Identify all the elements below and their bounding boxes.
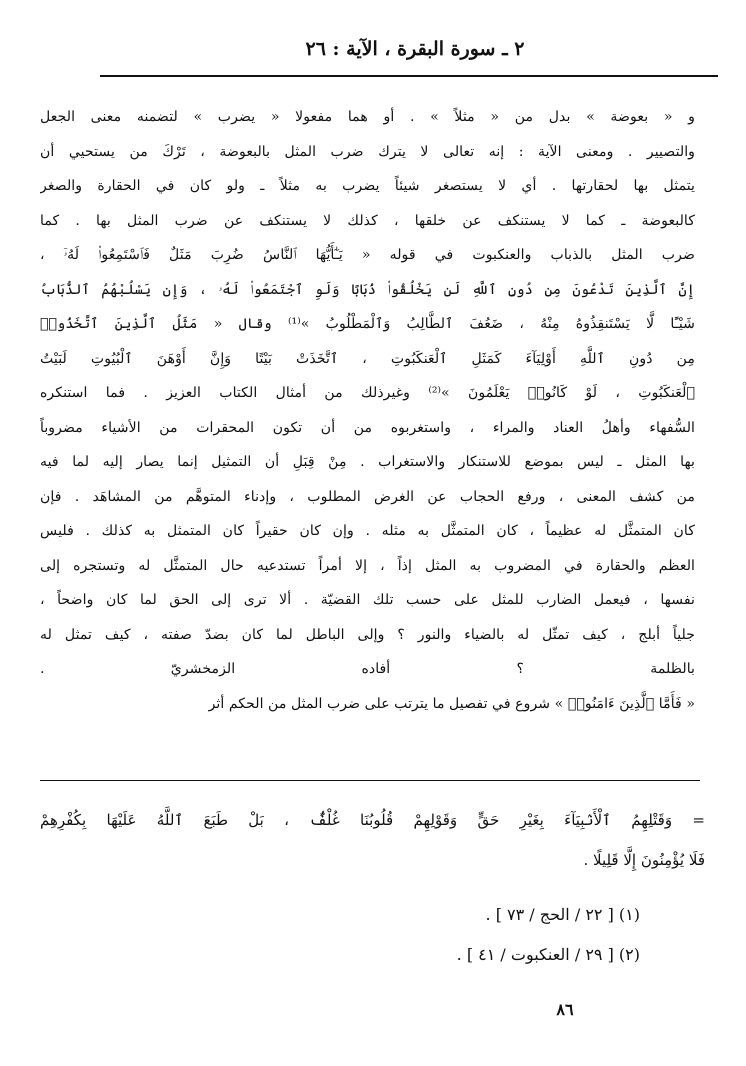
- text-line: بها المثل ـ ليس بموضع للاستنكار والاستغراب . مِنْ قِبَلِ أن التمثيل إنما يصار إليه لما فيه: [40, 454, 695, 470]
- running-header: ٢ ـ سورة البقرة ، الآية : ٢٦: [305, 38, 525, 60]
- text-line: كالبعوضة ـ كما لا يستنكف عن خلقها ، كذلك لا يستنكف عن ضرب المثل بها . كما: [40, 212, 695, 229]
- verse-line: = وَقَتْلِهِمُ ٱلْأَنۢبِيَآءَ بِغَيْرِ حَقٍّ وَقَوْلِهِمْ قُلُوبُنَا غُلْفٌۢ ، بَلْ طَبَعَ ٱللَّهُ عَلَيْهَا بِكُفْرِهِمْ: [40, 811, 705, 829]
- text-line: مِن دُونِ ٱللَّهِ أَوْلِيَآءَ كَمَثَلِ ٱلْعَنكَبُوتِ ، ٱتَّخَذَتْ بَيْتًا وَإِنَّ أَوْهَنَ ٱلْبُيُوتِ لَبَيْتُ: [40, 350, 695, 367]
- text-line: ٱلْعَنكَبُوتِ ، لَوْ كَانُوا۟ يَعْلَمُونَ »⁽²⁾ وغيرذلك من أمثال الكتاب العزيز . فما استنكره: [40, 385, 695, 401]
- page-number: ٨٦: [556, 1000, 574, 1019]
- text-line: و « بعوضة » بدل من « مثلاً » . أو هما مفعولا « يضرب » لتضمنه معنى الجعل: [40, 109, 695, 125]
- header-rule: [100, 75, 718, 77]
- footnote-separator: [40, 780, 700, 781]
- text-line: ضرب المثل بالذباب والعنكبوت في قوله « يَـٰٓأَيُّهَا ٱلنَّاسُ ضُرِبَ مَثَلٌ فَٱسْتَمِعُوا۟ لَهُۥٓ ،: [40, 247, 695, 263]
- text-line: كان المتمثَّل له عظيماً ، كان المتمثَّل به مثله . وإن كان حقيراً كان المتمثل به كذلك . فليس: [40, 523, 695, 539]
- text-line: شَيْـًٔا لَّا يَسْتَنقِذُوهُ مِنْهُ ، ضَعُفَ ٱلطَّالِبُ وَٱلْمَطْلُوبُ »⁽¹⁾ وقال « مَثَلُ ٱلَّذِينَ ٱتَّخَذُوا۟: [40, 316, 695, 332]
- text-line: « فَأَمَّا ٱلَّذِينَ ءَامَنُوا۟ » شروع في تفصيل ما يترتب على ضرب المثل من الحكم أثر: [208, 695, 695, 712]
- text-line: جلياً أبلج ، كيف تمثّل له بالضياء والنور ؟ وإلى الباطل لما كان بضدّ صفته ، كيف تمثل له: [40, 626, 695, 643]
- text-line: والتصيير . ومعنى الآية : إنه تعالى لا يترك ضرب المثل بالبعوضة ، تَرْكَ من يستحيي أن: [40, 143, 695, 160]
- text-line: بالظلمة ؟ أفاده الزمخشريّ .: [40, 661, 695, 677]
- footnote: (١) [ ٢٢ / الحج / ٧٣ ] .: [485, 905, 640, 924]
- verse-line: فَلَا يُؤْمِنُونَ إِلَّا قَلِيلًا .: [583, 851, 705, 869]
- text-line: إِنَّ ٱلَّذِينَ تَدْعُونَ مِن دُونِ ٱللَّهِ لَن يَخْلُقُوا۟ ذُبَابًا وَلَوِ ٱجْتَمَعُوا۟ لَهُۥ ، وَإِن يَسْلُبْهُمُ ٱلذُّبَابُ: [40, 281, 695, 298]
- text-line: نفسها ، فيعمل الضارب للمثل على حسب تلك القضيّة . ألا ترى إلى الحق لما كان واضحاً ،: [40, 592, 695, 608]
- continued-verse: [40, 800, 705, 880]
- text-line: العظم والحقارة في المضروب به المثل إذاً ، إلا أمراً تستدعيه حال المتمثَّل له وتستجره إلى: [40, 557, 695, 574]
- text-line: من كشف المعنى ، ورفع الحجاب عن الغرض المطلوب ، وإدناء المتوهَّم من المشاهَد . فإن: [40, 488, 695, 505]
- text-line: يتمثل بها لحقارتها . أي لا يستصغر شيئاً يضرب به مثلاً ـ ولو كان في الحقارة والصغر: [40, 178, 695, 194]
- footnote: (٢) [ ٢٩ / العنكبوت / ٤١ ] .: [456, 945, 640, 964]
- main-text: [40, 100, 695, 721]
- text-line: السُّفهاء وأهلُ العناد والمراء ، واستغربوه من أن تكون المحقرات من الأشياء مضروباً: [40, 419, 695, 436]
- footnotes: [300, 895, 640, 975]
